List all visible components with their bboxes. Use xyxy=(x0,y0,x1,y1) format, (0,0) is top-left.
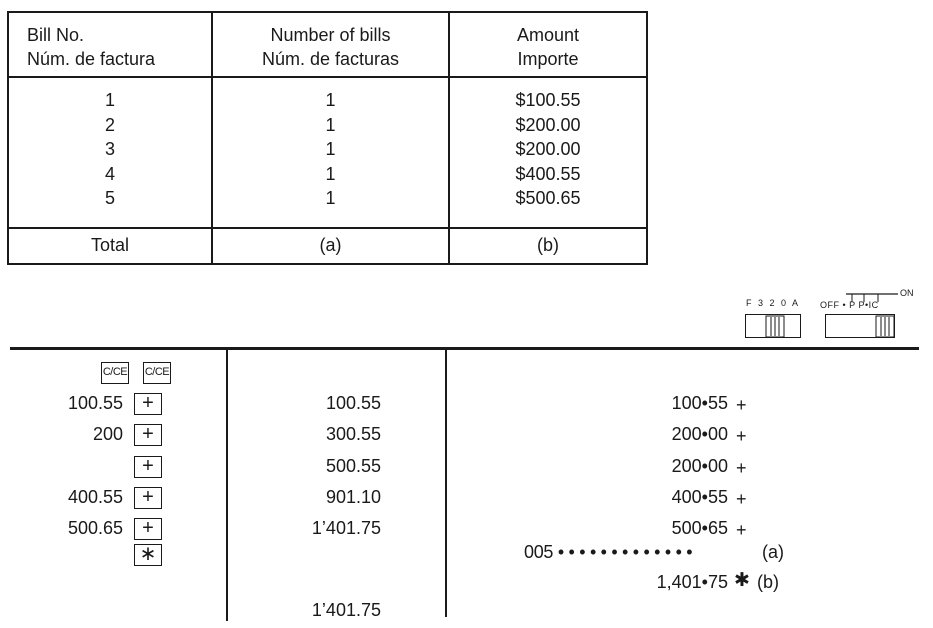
display-value: 300.55 xyxy=(325,424,381,444)
key-label: C/CE xyxy=(102,366,128,378)
clear-key xyxy=(101,362,129,384)
mode-switch-label: OFF • P P•IC xyxy=(820,300,879,310)
amount-column xyxy=(450,88,646,211)
print-value: 500•65 xyxy=(671,518,728,538)
clear-key xyxy=(143,362,171,384)
mode-switch xyxy=(825,314,895,338)
print-value: 400•55 xyxy=(671,487,728,507)
header-line: Importe xyxy=(517,49,579,69)
table-cell: $400.55 xyxy=(515,163,581,184)
table-cell: $200.00 xyxy=(515,139,581,159)
key-label: ∗ xyxy=(139,543,157,565)
header-line: Amount xyxy=(516,25,580,45)
print-symbol: + xyxy=(736,395,747,415)
total-label: (b) xyxy=(757,572,779,592)
key-label: + xyxy=(142,517,154,539)
bill-no-column xyxy=(9,88,211,211)
key-label: + xyxy=(142,455,154,477)
plus-key xyxy=(134,424,162,446)
total-divider xyxy=(9,227,646,229)
table-cell: $100.55 xyxy=(515,90,581,110)
display-value: 1’401.75 xyxy=(311,600,381,620)
table-cell: $500.65 xyxy=(515,188,581,208)
table-cell: 1 xyxy=(325,90,336,110)
display-value: 901.10 xyxy=(325,487,381,507)
entry-value: 400.55 xyxy=(67,487,123,507)
header-bill-no xyxy=(9,23,211,71)
table-cell: 1 xyxy=(325,188,336,208)
slider-knob-icon xyxy=(826,315,896,339)
section-rule xyxy=(10,347,919,350)
print-symbol: + xyxy=(736,520,747,540)
key-label: + xyxy=(142,486,154,508)
plus-key xyxy=(134,393,162,415)
table-cell: 1 xyxy=(325,163,336,184)
bill-table xyxy=(7,11,648,265)
table-cell: $200.00 xyxy=(515,114,581,135)
display-value: 100.55 xyxy=(325,393,381,413)
total-asterisk-icon: ✱ xyxy=(734,570,750,591)
header-number-of-bills xyxy=(213,23,448,71)
mode-tick-marks-icon xyxy=(846,290,904,306)
print-symbol: + xyxy=(736,426,747,446)
table-cell: 1 xyxy=(325,139,336,159)
entry-value: 100.55 xyxy=(67,393,123,413)
table-cell: 4 xyxy=(104,163,115,184)
total-print-value: 1,401•75 xyxy=(656,572,728,592)
column-divider xyxy=(226,349,228,621)
total-count: (a) xyxy=(319,235,342,255)
mode-on-label: ON xyxy=(900,288,914,298)
key-label: C/CE xyxy=(144,366,170,378)
total-label: Total xyxy=(90,235,130,255)
plus-key xyxy=(134,456,162,478)
entry-value: 200 xyxy=(92,424,123,444)
rounding-switch-label: F 3 2 0 A xyxy=(746,298,801,308)
header-line: Núm. de facturas xyxy=(261,49,400,69)
plus-key xyxy=(134,487,162,509)
print-symbol: + xyxy=(736,458,747,478)
print-value: 100•55 xyxy=(671,393,728,413)
header-divider xyxy=(9,76,646,78)
table-cell: 1 xyxy=(325,114,336,135)
total-key xyxy=(134,544,162,566)
display-value: 1’401.75 xyxy=(311,518,381,538)
print-value: 200•00 xyxy=(671,456,728,476)
plus-key xyxy=(134,518,162,540)
table-cell: 1 xyxy=(104,90,115,110)
key-label: + xyxy=(142,423,154,445)
table-cell: 2 xyxy=(104,114,115,135)
print-symbol: + xyxy=(736,489,747,509)
key-label: + xyxy=(142,392,154,414)
column-divider xyxy=(445,349,447,617)
bill-count-column xyxy=(213,88,448,211)
total-amount: (b) xyxy=(537,235,559,255)
count-label: (a) xyxy=(762,542,784,562)
table-cell: 5 xyxy=(104,188,115,208)
display-value: 500.55 xyxy=(325,456,381,476)
item-count-line: 005 • • • • • • • • • • • • • xyxy=(524,542,693,562)
header-amount xyxy=(450,23,646,71)
entry-value: 500.65 xyxy=(67,518,123,538)
header-line: Number of bills xyxy=(270,25,391,45)
rounding-switch xyxy=(745,314,801,338)
slider-knob-icon xyxy=(746,315,802,339)
table-cell: 3 xyxy=(104,139,115,159)
print-value: 200•00 xyxy=(671,424,728,444)
header-line: Bill No. xyxy=(27,25,85,45)
header-line: Núm. de factura xyxy=(27,49,156,69)
